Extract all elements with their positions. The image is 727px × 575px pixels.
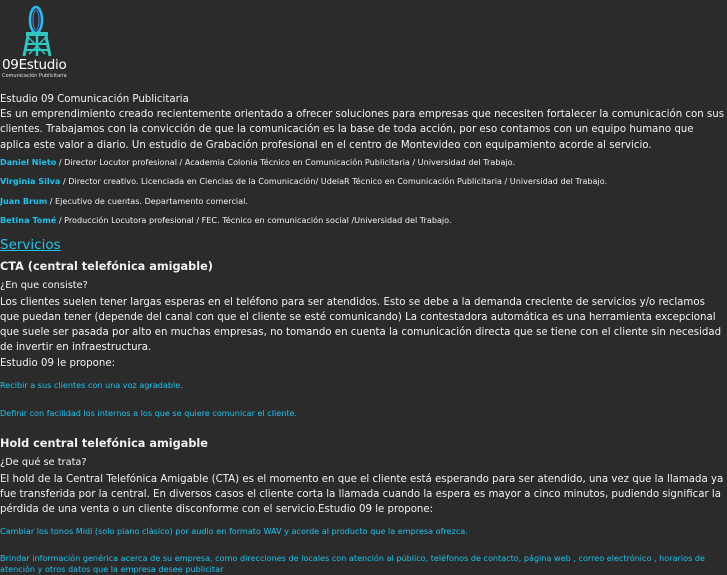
team-member <box>0 153 725 173</box>
logo[interactable] <box>0 0 80 84</box>
team-member-name: Daniel Nieto <box>0 156 57 167</box>
team-member <box>0 172 725 192</box>
team-member-name: Juan Brum <box>0 195 48 206</box>
team-member-desc: / Director creativo. Licenciada en Ciencias de la Comunicación/ UdelaR Técnico en Comunicación Publicitaria / Universidad del Trabajo. <box>60 176 608 187</box>
intro-text: Es un emprendimiento creado recientemente orientado a ofrecer soluciones para empresas que necesiten fortalecer la comunicación con sus clientes. Trabajamos con la convicción de que la comunicación es la base de toda acción, por eso contamos con un equipo humano que aplica este valor a diario. Un estudio de Grabación profesional en el centro de Montevideo con equipamiento acorde al servicio. <box>0 109 725 151</box>
hold-text: El hold de la Central Telefónica Amigable (CTA) es el momento en que el cliente está esperando para ser atendido, una vez que la llamada ya fue transferida por la central. En diversos casos el cliente corta la llamada cuando la espera es mayor a cinco minutos, pudiendo significar la pérdida de una venta o un cliente disconforme con el servicio.Estudio 09 le propone: <box>0 473 724 516</box>
hold-question: ¿De qué se trata? <box>0 456 87 468</box>
team-member-name: Betina Tomé <box>0 215 57 226</box>
cta-link-1[interactable]: Recibir a sus clientes con una voz agradable. <box>0 379 183 390</box>
microphone-logo-icon <box>20 4 60 58</box>
team-member-desc: / Ejecutivo de cuentas. Departamento comercial. <box>47 195 248 206</box>
main-content <box>0 92 725 575</box>
intro-title: Estudio 09 Comunicación Publicitaria <box>0 94 189 105</box>
cta-link-2[interactable]: Definir con facilidad los internos a los que se quiere comunicar el cliente. <box>0 407 298 418</box>
logo-tagline: Comunicación Publicitaria <box>2 73 67 79</box>
hold-link-1[interactable]: Cambiar los tonos Midi (solo piano clásico) por audio en formato WAV y acorde al producto que la empresa ofrezca. <box>0 526 468 537</box>
team-member <box>0 211 725 231</box>
logo-name: 09Estudio <box>2 57 67 73</box>
cta-question: ¿En que consiste? <box>0 279 88 291</box>
team-member-desc: / Director Locutor profesional / Academia Colonia Técnico en Comunicación Publicitaria / Universidad del Trabajo. <box>56 156 516 167</box>
team-member <box>0 192 725 212</box>
team-member-desc: / Producción Locutora profesional / FEC. Técnico en comunicación social /Universidad del Trabajo. <box>56 215 452 226</box>
team-member-name: Virginia Silva <box>0 176 61 187</box>
services-link[interactable]: Servicios <box>0 236 61 253</box>
cta-title: CTA (central telefónica amigable) <box>0 259 213 273</box>
team-list <box>0 153 725 231</box>
hold-title: Hold central telefónica amigable <box>0 436 208 450</box>
cta-text: Los clientes suelen tener largas esperas en el teléfono para ser atendidos. Esto se debe a la demanda creciente de servicios y/o reclamos que puedan tener (depende del canal con que el cliente se esté comunicando) La contestadora automática es una herramienta excepcional que suele ser pasada por alto en muchas empresas, no tomando en cuenta la comunicación directa que se tiene con el cliente sin necesidad de invertir en infraestructura. <box>0 296 722 354</box>
hold-link-2[interactable]: Brindar información genérica acerca de su empresa, como direcciones de locales con atención al público, teléfonos de contacto, página web , correo electrónico , horarios de atención y otros datos que la empresa desee publicitar <box>0 553 705 575</box>
cta-proposal: Estudio 09 le propone: <box>0 357 116 369</box>
